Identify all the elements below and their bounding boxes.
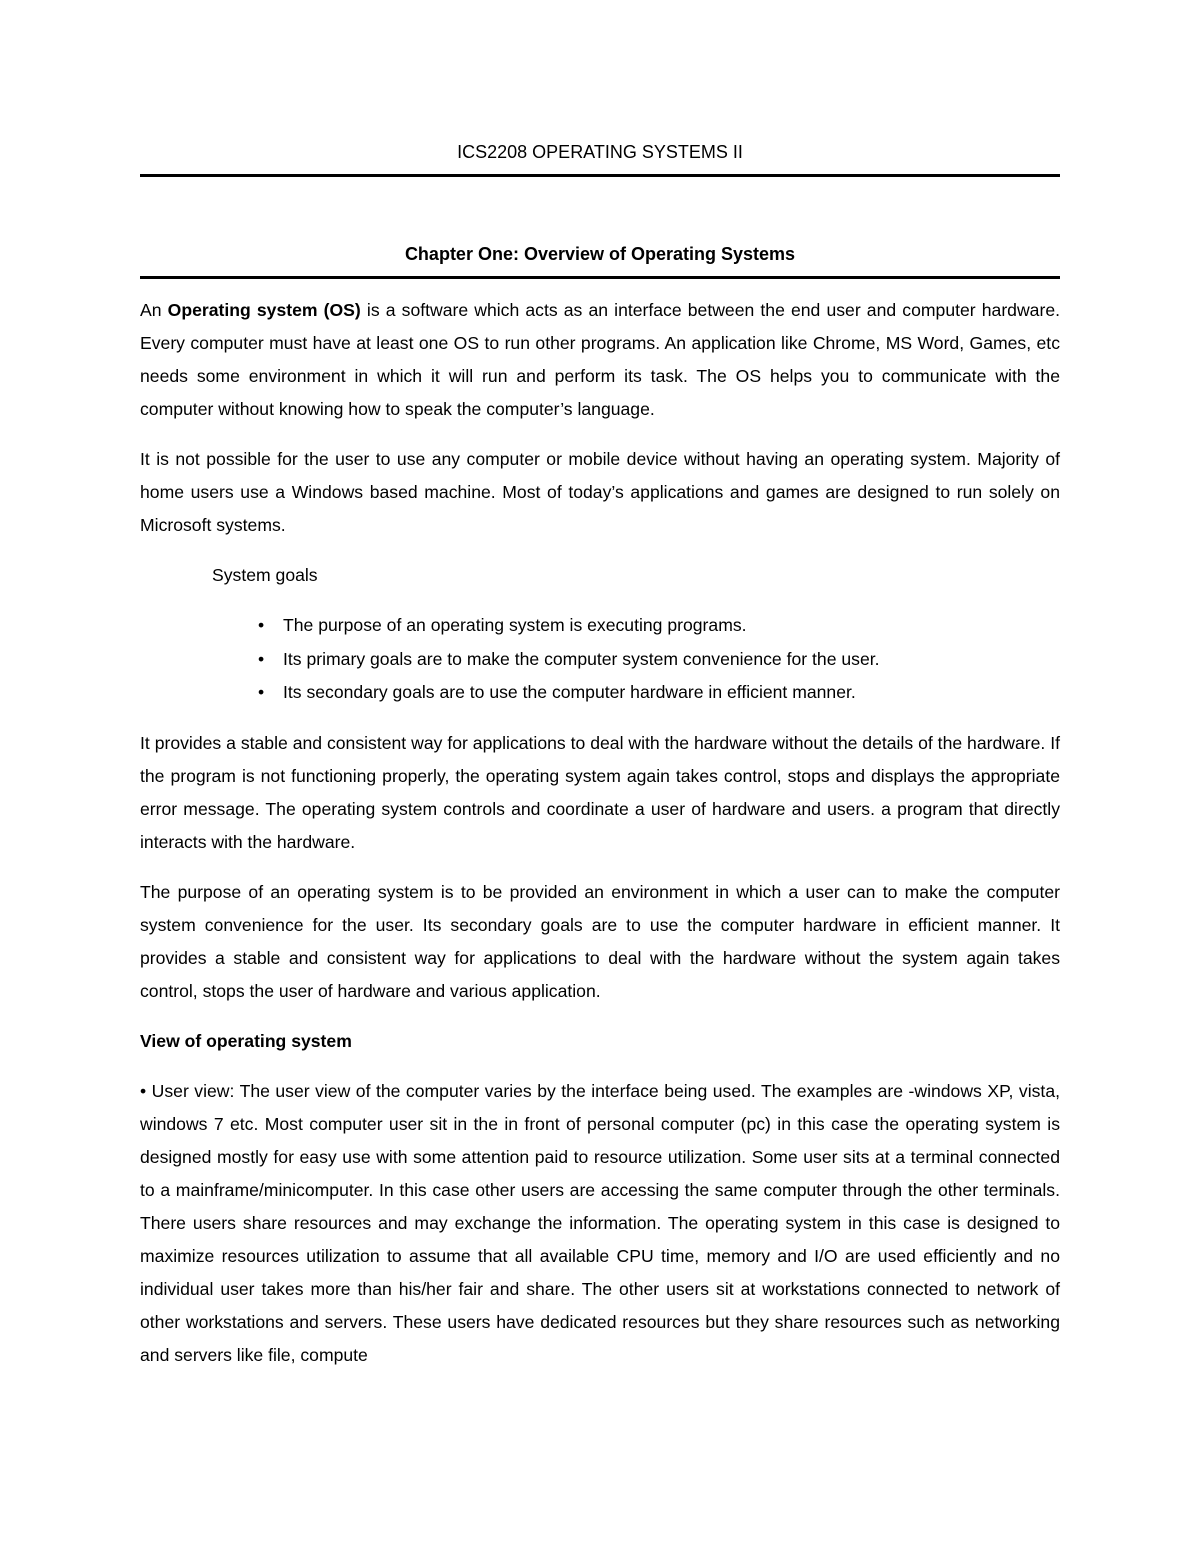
list-item-text: The purpose of an operating system is executing programs. [283, 615, 747, 635]
section-heading: View of operating system [140, 1030, 352, 1051]
system-goals-list [140, 609, 1060, 710]
paragraph-2: It is not possible for the user to use any computer or mobile device without having an operating system. Majority of home users use a Windows based machine. Most of today’s applications and games are designed to run solely on Microsoft systems. [140, 449, 1060, 535]
intro-term: Operating system (OS) [167, 300, 361, 320]
intro-prefix: An [140, 300, 168, 320]
system-goals-label: System goals [212, 565, 318, 585]
list-item [140, 676, 1060, 710]
chapter-rule [140, 276, 1060, 279]
list-item-text: Its primary goals are to make the computer system convenience for the user. [283, 648, 880, 669]
intro-rest: is a software which acts as an interface between the end user and computer hardware. Every computer must have at least one OS to run other programs. An application like Chrome, MS Word, Games, etc needs some environment in which it will run and perform its task. The OS helps you to communicate with the computer without knowing how to speak the computer’s language. [140, 300, 1060, 419]
paragraph-3: It provides a stable and consistent way for applications to deal with the hardware without the details of the hardware. If the program is not functioning properly, the operating system again takes control, stops and displays the appropriate error message. The operating system controls and coordinate a user of hardware and users. a program that directly interacts with the hardware. [140, 732, 1060, 852]
user-view-paragraph: • User view: The user view of the computer varies by the interface being used. The examples are -windows XP, vista, windows 7 etc. Most computer user sit in the in front of personal computer (pc) in this case the operating system is designed mostly for easy use with some attention paid to resource utilization. Some user sits at a terminal connected to a mainframe/minicomputer. In this case other users are accessing the same computer through the other terminals. There users share resources and may exchange the information. The operating system in this case is designed to maximize resources utilization to assume that all available CPU time, memory and I/O are used efficiently and no individual user takes more than his/her fair and share. The other users sit at workstations connected to network of other workstations and servers. These users have dedicated resources but they share resources such as networking and servers like file, compute [140, 1080, 1060, 1365]
bullet-icon: • [258, 648, 265, 669]
list-item [140, 643, 1060, 677]
document-body [140, 294, 1060, 1389]
paragraph-4: The purpose of an operating system is to be provided an environment in which a user can to make the computer system convenience for the user. Its secondary goals are to use the computer hardware in efficient manner. It provides a stable and consistent way for applications to deal with the hardware without the system again takes control, stops the user of hardware and various application. [140, 881, 1060, 1001]
list-item [140, 609, 1060, 643]
list-item-text: Its secondary goals are to use the computer hardware in efficient manner. [283, 682, 856, 702]
intro-paragraph [140, 294, 1060, 426]
bullet-icon: • [258, 682, 265, 702]
header-rule [140, 174, 1060, 177]
bullet-icon: • [258, 615, 265, 635]
document-header-title: ICS2208 OPERATING SYSTEMS II [457, 142, 743, 162]
chapter-title: Chapter One: Overview of Operating Systems [404, 244, 796, 264]
